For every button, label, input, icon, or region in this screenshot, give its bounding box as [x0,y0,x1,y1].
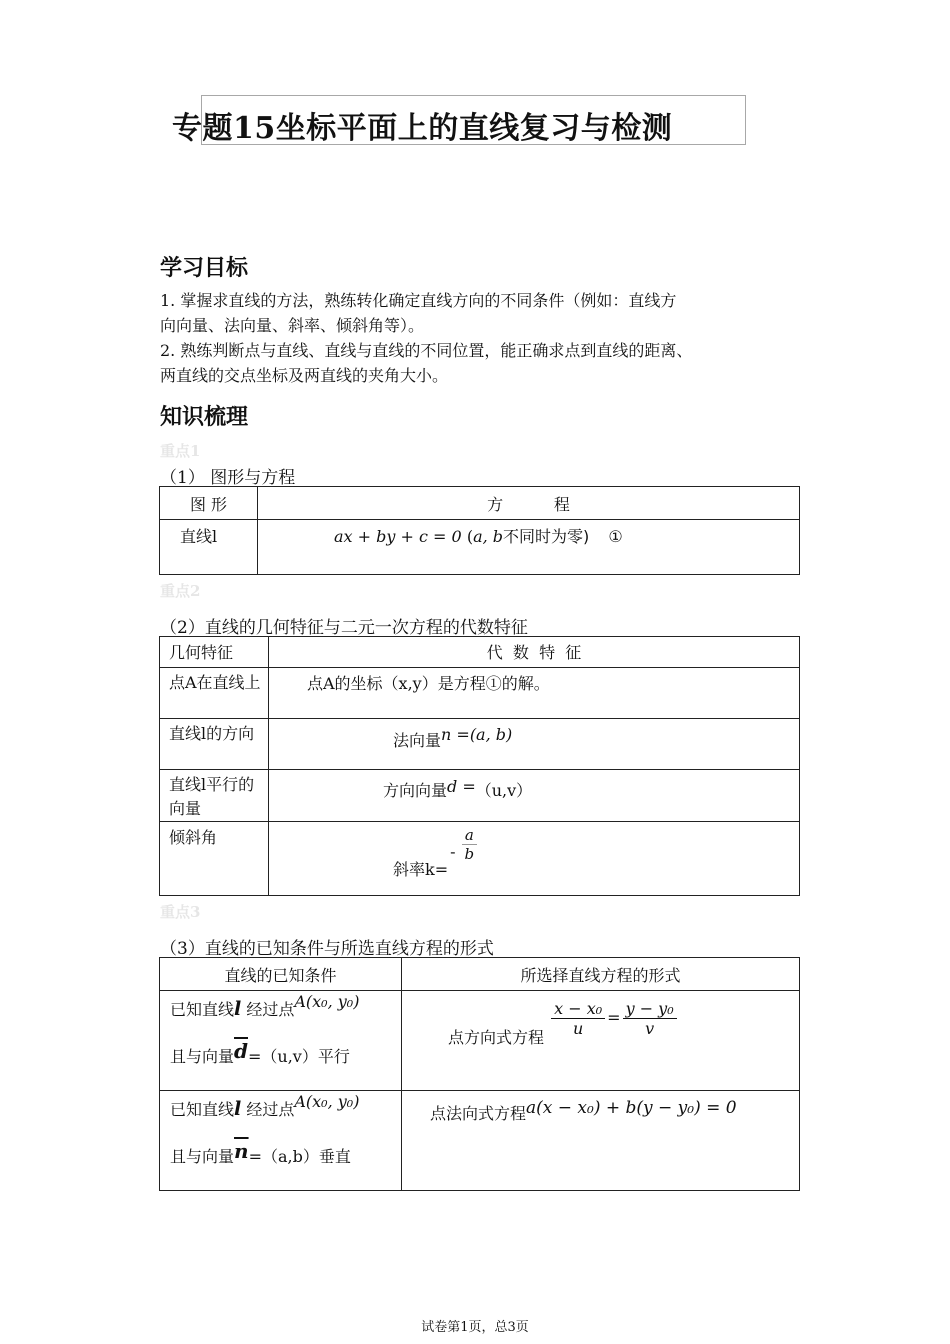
geo-cell: 点A在直线上 [160,668,269,719]
cond-suffix: =（u,v）平行 [248,1047,350,1066]
objective-line: 两直线的交点坐标及两直线的夹角大小。 [160,366,449,385]
cond-mid: 经过点 [246,1000,295,1019]
cond-prefix: 且与向量 [170,1147,235,1166]
slope-numerator: a [462,826,478,845]
alg-suffix: （u,v） [475,781,533,800]
equation-marker: ① [608,527,623,546]
table-header-cell: 图 形 [160,487,258,520]
slope-sign: - [450,842,456,861]
condition-vars: a, b [473,527,504,546]
condition-form-table [159,957,800,1191]
figure-cell: 直线l [160,520,258,575]
table-header-cell: 几何特征 [160,637,269,668]
key1-caption: （1） 图形与方程 [160,468,296,488]
fraction-denominator: v [645,1019,655,1038]
geometry-algebra-table [159,636,800,896]
form-fraction-x [551,999,605,1038]
alg-prefix: 法向量 [393,731,442,750]
table-header-cell: 方 程 [258,487,800,520]
slope-denominator: b [464,845,475,863]
vector-n: $\overline{n}$ [234,1139,249,1163]
key-point-label: 重点1 [160,442,201,460]
table-header-cell: 代 数 特 征 [269,637,800,668]
point-a: A(x₀, y₀) [294,992,360,1011]
alg-cell [269,770,800,822]
condition-text: 不同时为零) [503,527,590,546]
cond-mid: 经过点 [246,1100,295,1119]
condition-cell [160,991,402,1091]
table-header-cell: 直线的已知条件 [160,958,402,991]
fraction-numerator: x − x₀ [551,999,605,1019]
figure-equation-table [159,486,800,575]
vector-d: $\overline{d}$ [234,1039,248,1063]
line-equation: ax + by + c = 0 [334,527,462,546]
fraction-denominator: u [572,1019,584,1038]
cond-prefix: 且与向量 [170,1047,235,1066]
alg-cell [269,822,800,896]
page-title: 专题15坐标平面上的直线复习与检测 [172,111,673,146]
geo-cell: 直线l的方向 [160,719,269,770]
form-fraction-y [623,999,677,1038]
key-point-label: 重点3 [160,903,201,921]
alg-cell: 点A的坐标（x,y）是方程①的解。 [269,668,800,719]
condition-cell [160,1091,402,1191]
point-a: A(x₀, y₀) [294,1092,360,1111]
form-equals: = [607,1008,621,1027]
objective-line: 1. 掌握求直线的方法，熟练转化确定直线方向的不同条件（例如：直线方 [160,291,677,310]
objective-line: 2. 熟练判断点与直线、直线与直线的不同位置，能正确求点到直线的距离、 [160,341,693,360]
key3-caption: （3）直线的已知条件与所选直线方程的形式 [160,939,494,959]
condition-open: ( [466,527,474,546]
geo-cell: 直线l平行的向量 [160,770,269,822]
point-normal-equation: a(x − x₀) + b(y − y₀) = 0 [526,1098,737,1118]
objectives-heading: 学习目标 [160,256,249,281]
knowledge-heading: 知识梳理 [160,405,249,430]
fraction-numerator: y − y₀ [623,999,677,1019]
page-footer: 试卷第1页，总3页 [421,1320,529,1335]
equation-cell [258,520,800,575]
alg-cell [269,719,800,770]
alg-prefix: 方向向量 [383,781,448,800]
line-var: l [234,1098,242,1120]
objectives-text [160,288,692,388]
cond-prefix: 已知直线 [170,1100,235,1119]
line-var: l [234,998,242,1020]
form-label: 点方向式方程 [448,1028,545,1047]
form-label: 点法向式方程 [430,1104,527,1123]
geo-cell: 倾斜角 [160,822,269,896]
form-cell [402,1091,800,1191]
key2-caption: （2）直线的几何特征与二元一次方程的代数特征 [160,618,528,638]
alg-prefix: 斜率k= [393,860,449,879]
normal-vector: n =(a, b) [441,725,513,744]
objective-line: 向向量、法向量、斜率、倾斜角等）。 [160,316,425,335]
slope-fraction [462,826,478,863]
table-header-cell: 所选择直线方程的形式 [402,958,800,991]
form-cell [402,991,800,1091]
cond-suffix: =（a,b）垂直 [248,1147,351,1166]
direction-vector: d = [447,777,476,796]
cond-prefix: 已知直线 [170,1000,235,1019]
key-point-label: 重点2 [160,582,201,600]
